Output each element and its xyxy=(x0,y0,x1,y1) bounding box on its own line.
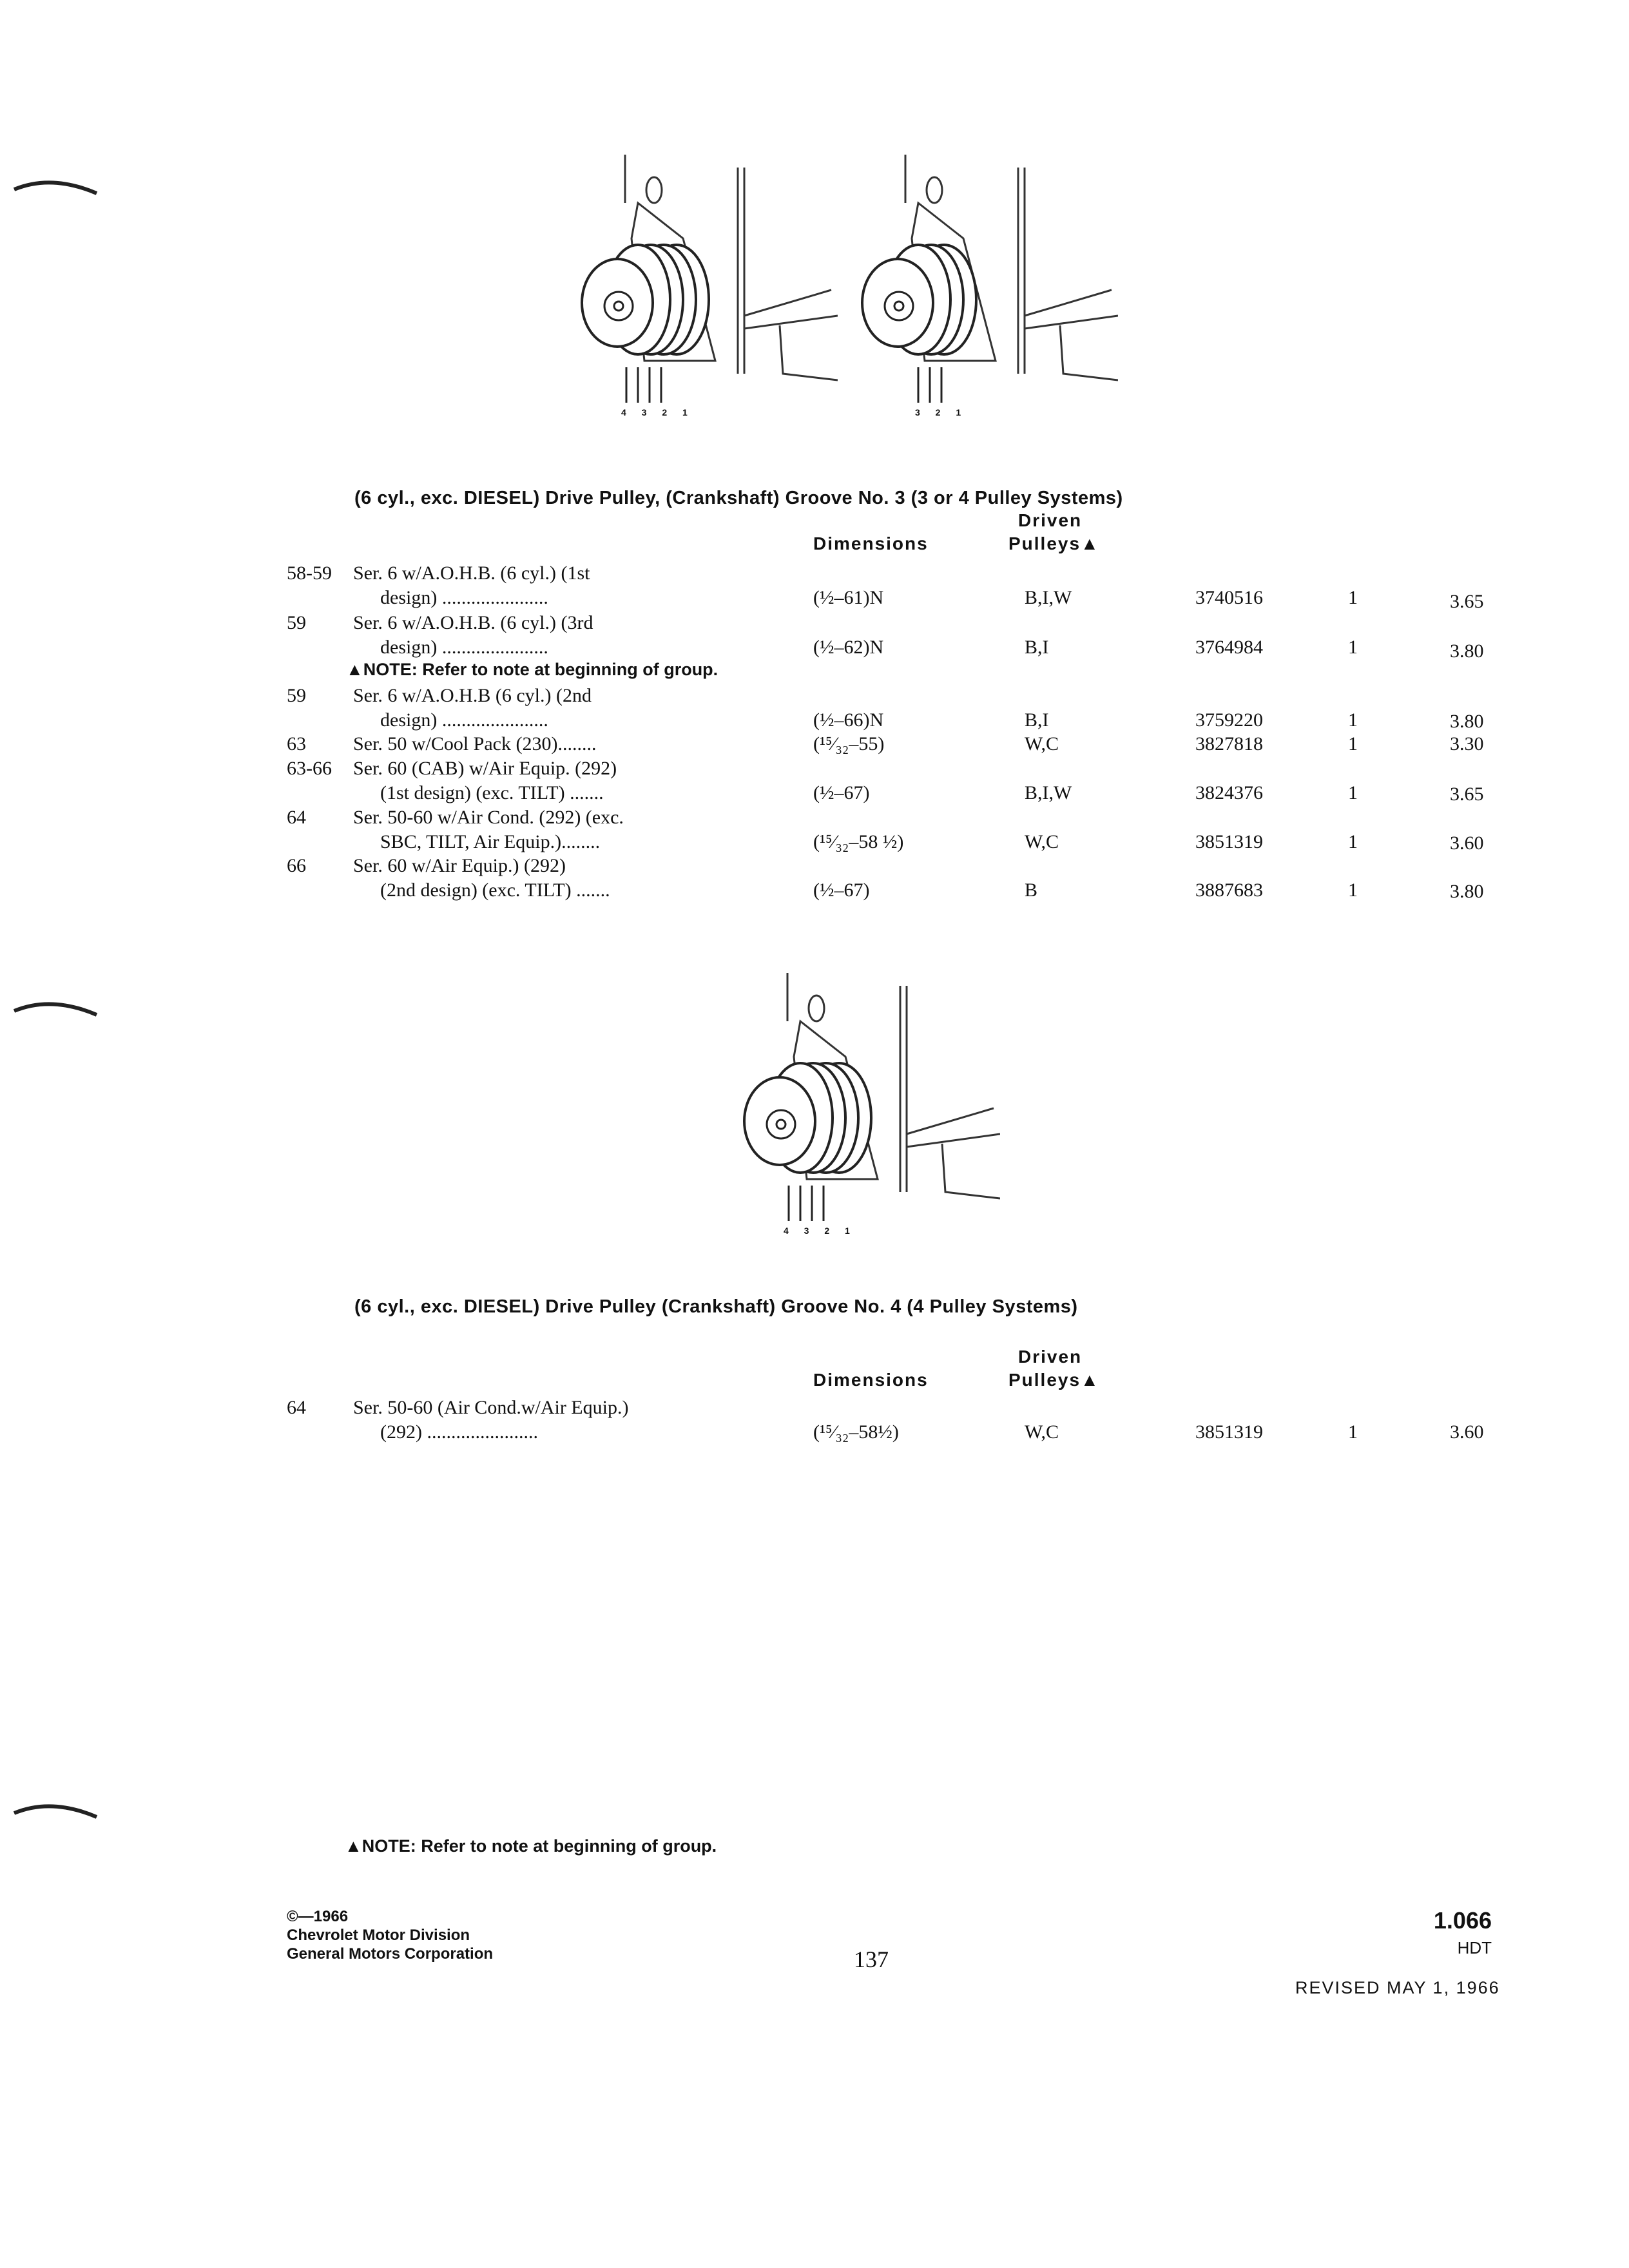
crankshaft-pulley-drawing xyxy=(847,148,1118,425)
price: 3.60 xyxy=(1450,832,1484,854)
price: 3.65 xyxy=(1450,591,1484,612)
copyright-block xyxy=(287,1907,493,1963)
binder-mark-middle xyxy=(0,995,103,1021)
price: 3.65 xyxy=(1450,783,1484,805)
year-range: 64 xyxy=(287,1397,306,1418)
quantity: 1 xyxy=(1348,831,1358,852)
year-range: 64 xyxy=(287,807,306,828)
driven-pulleys-header-line1: Driven xyxy=(1018,510,1083,530)
part-number: 3827818 xyxy=(1195,733,1263,754)
driven-pulleys-value: W,C xyxy=(1025,1421,1059,1443)
table-row xyxy=(0,807,1629,858)
price: 3.80 xyxy=(1450,711,1484,732)
page-number: 137 xyxy=(854,1946,889,1972)
pulley-illustration-3-groove xyxy=(847,148,1118,425)
part-number: 3759220 xyxy=(1195,709,1263,731)
binder-mark-top xyxy=(0,174,103,200)
copyright-division: Chevrolet Motor Division xyxy=(287,1927,470,1944)
table-row xyxy=(0,562,1629,614)
quantity: 1 xyxy=(1348,879,1358,901)
quantity: 1 xyxy=(1348,733,1358,754)
driven-pulleys-value: B,I,W xyxy=(1025,587,1072,608)
groove-callout-numbers: 4 3 2 1 xyxy=(784,1225,856,1236)
dimensions-header: Dimensions xyxy=(813,533,929,553)
copyright-corporation: General Motors Corporation xyxy=(287,1945,494,1963)
year-range: 63-66 xyxy=(287,758,332,779)
table-row xyxy=(0,1397,1629,1448)
inline-note: ▲NOTE: Refer to note at beginning of group. xyxy=(346,660,718,679)
driven-pulleys-value: W,C xyxy=(1025,831,1059,852)
part-number: 3740516 xyxy=(1195,587,1263,608)
crankshaft-pulley-drawing xyxy=(567,148,838,425)
driven-pulleys-value: B xyxy=(1025,879,1038,901)
driven-pulleys-header-line1: Driven xyxy=(1018,1347,1083,1367)
description-line1: Ser. 50 w/Cool Pack (230)........ xyxy=(353,733,597,754)
description-line2: (292) ....................... xyxy=(380,1421,538,1443)
dimensions-value: (½–66)N xyxy=(813,709,884,731)
binder-mark-bottom xyxy=(0,1798,103,1823)
driven-pulleys-value: W,C xyxy=(1025,733,1059,754)
dimensions-value: (¹⁵⁄₃₂–55) xyxy=(813,733,885,754)
quantity: 1 xyxy=(1348,637,1358,658)
price: 3.30 xyxy=(1450,733,1484,754)
description-line1: Ser. 60 (CAB) w/Air Equip. (292) xyxy=(353,758,617,779)
description-line2: (1st design) (exc. TILT) ....... xyxy=(380,782,604,803)
copyright-year: ©—1966 xyxy=(287,1908,349,1925)
part-number: 3851319 xyxy=(1195,1421,1263,1443)
description-line2: design) ...................... xyxy=(380,637,548,658)
section-code: HDT xyxy=(1457,1938,1492,1957)
dimensions-value: (½–67) xyxy=(813,782,870,803)
dimensions-value: (½–61)N xyxy=(813,587,884,608)
description-line1: Ser. 6 w/A.O.H.B (6 cyl.) (2nd xyxy=(353,685,592,706)
driven-pulleys-header-line2: Pulleys▲ xyxy=(1008,533,1100,553)
section-title-groove-4: (6 cyl., exc. DIESEL) Drive Pulley (Crankshaft) Groove No. 4 (4 Pulley Systems) xyxy=(354,1296,1078,1317)
price: 3.60 xyxy=(1450,1421,1484,1443)
description-line1: Ser. 6 w/A.O.H.B. (6 cyl.) (1st xyxy=(353,562,590,584)
part-number: 3764984 xyxy=(1195,637,1263,658)
table-row xyxy=(0,758,1629,809)
section-title-groove-3: (6 cyl., exc. DIESEL) Drive Pulley, (Crankshaft) Groove No. 3 (3 or 4 Pulley Systems) xyxy=(354,488,1123,508)
year-range: 59 xyxy=(287,612,306,633)
description-line1: Ser. 50-60 (Air Cond.w/Air Equip.) xyxy=(353,1397,629,1418)
groove-callout-numbers: 3 2 1 xyxy=(915,407,968,418)
footer-note: ▲NOTE: Refer to note at beginning of group. xyxy=(345,1836,717,1856)
year-range: 63 xyxy=(287,733,306,754)
table-row xyxy=(0,685,1629,736)
quantity: 1 xyxy=(1348,782,1358,803)
crankshaft-pulley-drawing xyxy=(729,966,1000,1244)
table-row xyxy=(0,612,1629,664)
description-line2: SBC, TILT, Air Equip.)........ xyxy=(380,831,601,852)
description-line2: (2nd design) (exc. TILT) ....... xyxy=(380,879,610,901)
section-number: 1.066 xyxy=(1433,1907,1492,1934)
pulley-illustration-4-groove-1 xyxy=(567,148,838,425)
part-number: 3824376 xyxy=(1195,782,1263,803)
dimensions-value: (½–67) xyxy=(813,879,870,901)
year-range: 66 xyxy=(287,855,306,876)
groove-callout-numbers: 4 3 2 1 xyxy=(621,407,694,418)
revised-date: REVISED MAY 1, 1966 xyxy=(1295,1978,1500,1997)
dimensions-value: (¹⁵⁄₃₂–58 ½) xyxy=(813,831,904,852)
description-line1: Ser. 60 w/Air Equip.) (292) xyxy=(353,855,566,876)
description-line1: Ser. 6 w/A.O.H.B. (6 cyl.) (3rd xyxy=(353,612,593,633)
part-number: 3851319 xyxy=(1195,831,1263,852)
price: 3.80 xyxy=(1450,881,1484,902)
dimensions-value: (¹⁵⁄₃₂–58½) xyxy=(813,1421,899,1443)
table-row xyxy=(0,855,1629,907)
driven-pulleys-value: B,I xyxy=(1025,709,1049,731)
quantity: 1 xyxy=(1348,709,1358,731)
pulley-illustration-4-groove-2 xyxy=(729,966,1000,1244)
description-line2: design) ...................... xyxy=(380,587,548,608)
driven-pulleys-value: B,I xyxy=(1025,637,1049,658)
year-range: 59 xyxy=(287,685,306,706)
description-line2: design) ...................... xyxy=(380,709,548,731)
description-line1: Ser. 50-60 w/Air Cond. (292) (exc. xyxy=(353,807,624,828)
year-range: 58-59 xyxy=(287,562,332,584)
driven-pulleys-value: B,I,W xyxy=(1025,782,1072,803)
driven-pulleys-header-line2: Pulleys▲ xyxy=(1008,1370,1100,1390)
price: 3.80 xyxy=(1450,640,1484,662)
dimensions-header: Dimensions xyxy=(813,1370,929,1390)
dimensions-value: (½–62)N xyxy=(813,637,884,658)
quantity: 1 xyxy=(1348,587,1358,608)
quantity: 1 xyxy=(1348,1421,1358,1443)
part-number: 3887683 xyxy=(1195,879,1263,901)
